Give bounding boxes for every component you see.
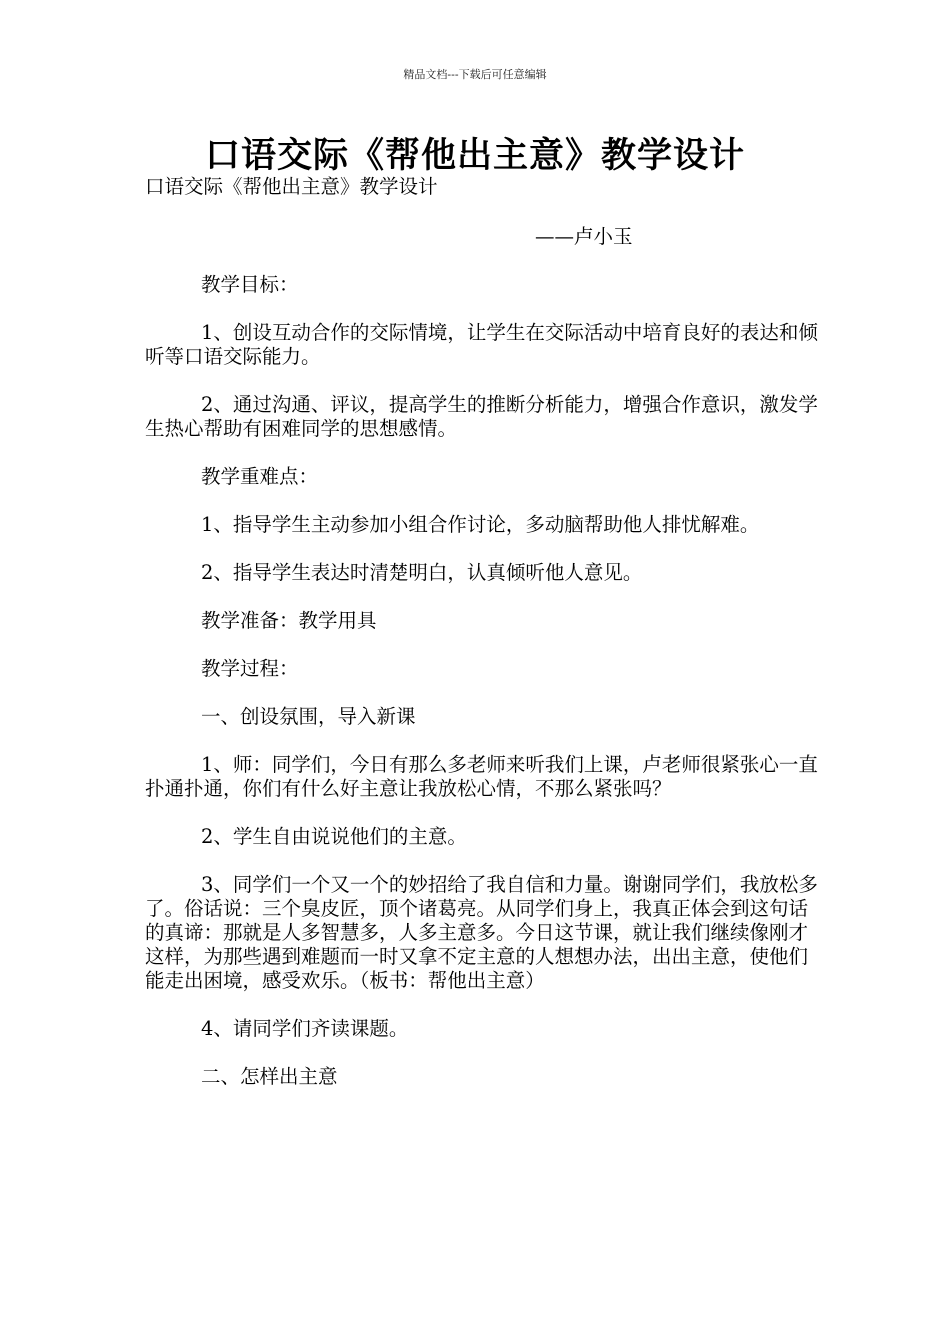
- paragraph: 1、指导学生主动参加小组合作讨论，多动脑帮助他人排忧解难。: [201, 513, 760, 536]
- paragraph: 2、指导学生表达时清楚明白，认真倾听他人意见。: [201, 561, 643, 584]
- section-heading-process: 教学过程：: [201, 657, 299, 680]
- document-author: ——卢小玉: [535, 225, 633, 248]
- paragraph: 1、创设互动合作的交际情境，让学生在交际活动中培育良好的表达和倾听等口语交际能力。: [145, 321, 818, 368]
- page-header: 精品文档---下载后可任意编辑: [403, 68, 547, 81]
- section-heading-step-one: 一、创设氛围，导入新课: [201, 705, 416, 728]
- section-heading-goals: 教学目标：: [201, 273, 299, 296]
- section-heading-preparation: 教学准备：教学用具: [201, 609, 377, 632]
- paragraph: 4、请同学们齐读课题。: [201, 1017, 409, 1040]
- document-subtitle: 口语交际《帮他出主意》教学设计: [145, 175, 438, 198]
- paragraph: 1、师：同学们，今日有那么多老师来听我们上课，卢老师很紧张心一直扑通扑通，你们有什么好主意让我放松心情，不那么紧张吗？: [145, 753, 818, 800]
- paragraph: 2、学生自由说说他们的主意。: [201, 825, 467, 848]
- section-heading-step-two: 二、怎样出主意: [201, 1065, 338, 1088]
- section-heading-key-points: 教学重难点：: [201, 465, 319, 488]
- document-body: [145, 175, 825, 1089]
- paragraph: 3、同学们一个又一个的妙招给了我自信和力量。谢谢同学们，我放松多了。俗话说：三个臭皮匠，顶个诸葛亮。从同学们身上，我真正体会到这句话的真谛：那就是人多智慧多，人多主意多。今日这节课，就让我们继续像刚才这样，为那些遇到难题而一时又拿不定主意的人想想办法，出出主意，使他们能走出困境，感受欢乐。（板书：帮他出主意）: [145, 873, 818, 992]
- paragraph: 2、通过沟通、评议，提高学生的推断分析能力，增强合作意识，激发学生热心帮助有困难同学的思想感情。: [145, 393, 818, 440]
- document-title: 口语交际《帮他出主意》教学设计: [204, 135, 745, 176]
